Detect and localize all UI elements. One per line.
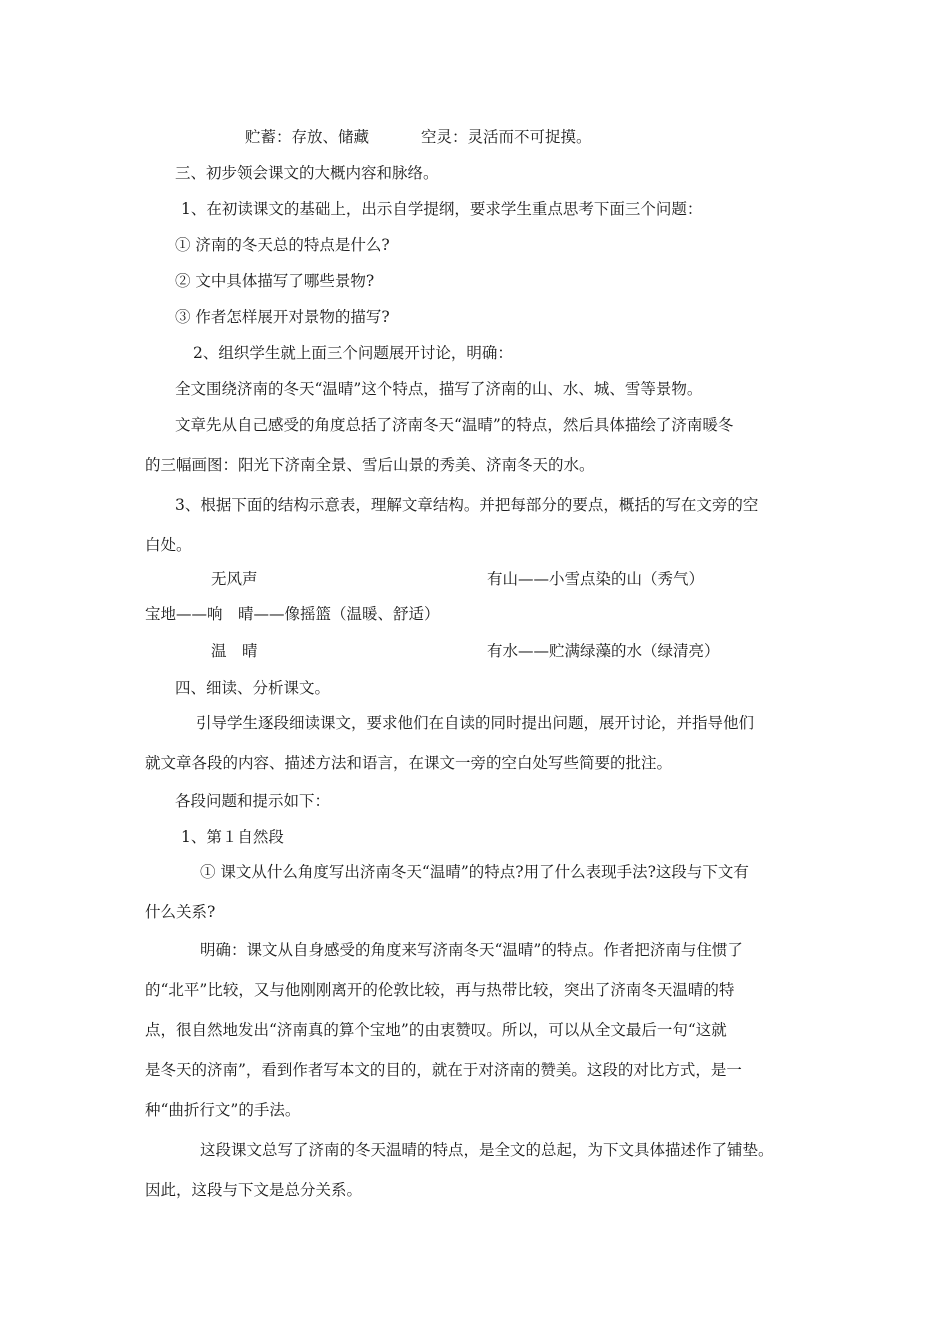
question-text: ① 课文从什么角度写出济南冬天“温晴”的特点?用了什么表现手法?这段与下文有	[200, 863, 749, 881]
vocab-item: 空灵：灵活而不可捉摸。	[421, 128, 592, 146]
structure-cell: 宝地——响 晴——像摇篮（温暖、舒适）	[145, 605, 440, 623]
answer-text: 明确：课文从自身感受的角度来写济南冬天“温晴”的特点。作者把济南与住惯了	[200, 941, 743, 959]
vocab-line	[245, 127, 592, 147]
question-item: ③ 作者怎样展开对景物的描写?	[175, 308, 390, 326]
question-text: 什么关系?	[145, 903, 216, 921]
step-text: 白处。	[145, 536, 192, 554]
structure-cell: 无风声	[211, 570, 258, 588]
summary-text: 因此，这段与下文是总分关系。	[145, 1181, 363, 1199]
body-text: 各段问题和提示如下：	[175, 792, 331, 810]
answer-text: 的三幅画图：阳光下济南全景、雪后山景的秀美、济南冬天的水。	[145, 456, 595, 474]
section-heading: 四、细读、分析课文。	[175, 679, 331, 697]
structure-cell: 有山——小雪点染的山（秀气）	[487, 570, 705, 588]
structure-cell: 温 晴	[211, 642, 258, 660]
answer-text: 点，很自然地发出“济南真的算个宝地”的由衷赞叹。所以，可以从全文最后一句“这就	[145, 1021, 727, 1039]
answer-text: 种“曲折行文”的手法。	[145, 1101, 301, 1119]
answer-text: 文章先从自己感受的角度总括了济南冬天“温晴”的特点，然后具体描绘了济南暖冬	[175, 416, 734, 434]
answer-text: 是冬天的济南”，看到作者写本文的目的，就在于对济南的赞美。这段的对比方式，是一	[145, 1061, 742, 1079]
structure-cell: 有水——贮满绿藻的水（绿清亮）	[487, 642, 720, 660]
question-item: ② 文中具体描写了哪些景物?	[175, 272, 375, 290]
summary-text: 这段课文总写了济南的冬天温晴的特点，是全文的总起，为下文具体描述作了铺垫。	[200, 1141, 774, 1159]
step-text: 1、在初读课文的基础上，出示自学提纲，要求学生重点思考下面三个问题：	[181, 200, 703, 218]
answer-text: 的“北平”比较，又与他刚刚离开的伦敦比较，再与热带比较，突出了济南冬天温晴的特	[145, 981, 735, 999]
vocab-item: 贮蓄：存放、储藏	[245, 128, 370, 146]
step-text: 2、组织学生就上面三个问题展开讨论，明确：	[193, 344, 513, 362]
paragraph-title: 1、第１自然段	[181, 828, 284, 846]
body-text: 引导学生逐段细读课文，要求他们在自读的同时提出问题，展开讨论，并指导他们	[196, 714, 755, 732]
step-text: 3、根据下面的结构示意表，理解文章结构。并把每部分的要点，概括的写在文旁的空	[175, 496, 759, 514]
answer-text: 全文围绕济南的冬天“温晴”这个特点，描写了济南的山、水、城、雪等景物。	[175, 380, 703, 398]
question-item: ① 济南的冬天总的特点是什么?	[175, 236, 390, 254]
section-heading: 三、初步领会课文的大概内容和脉络。	[175, 164, 439, 182]
body-text: 就文章各段的内容、描述方法和语言，在课文一旁的空白处写些简要的批注。	[145, 754, 673, 772]
